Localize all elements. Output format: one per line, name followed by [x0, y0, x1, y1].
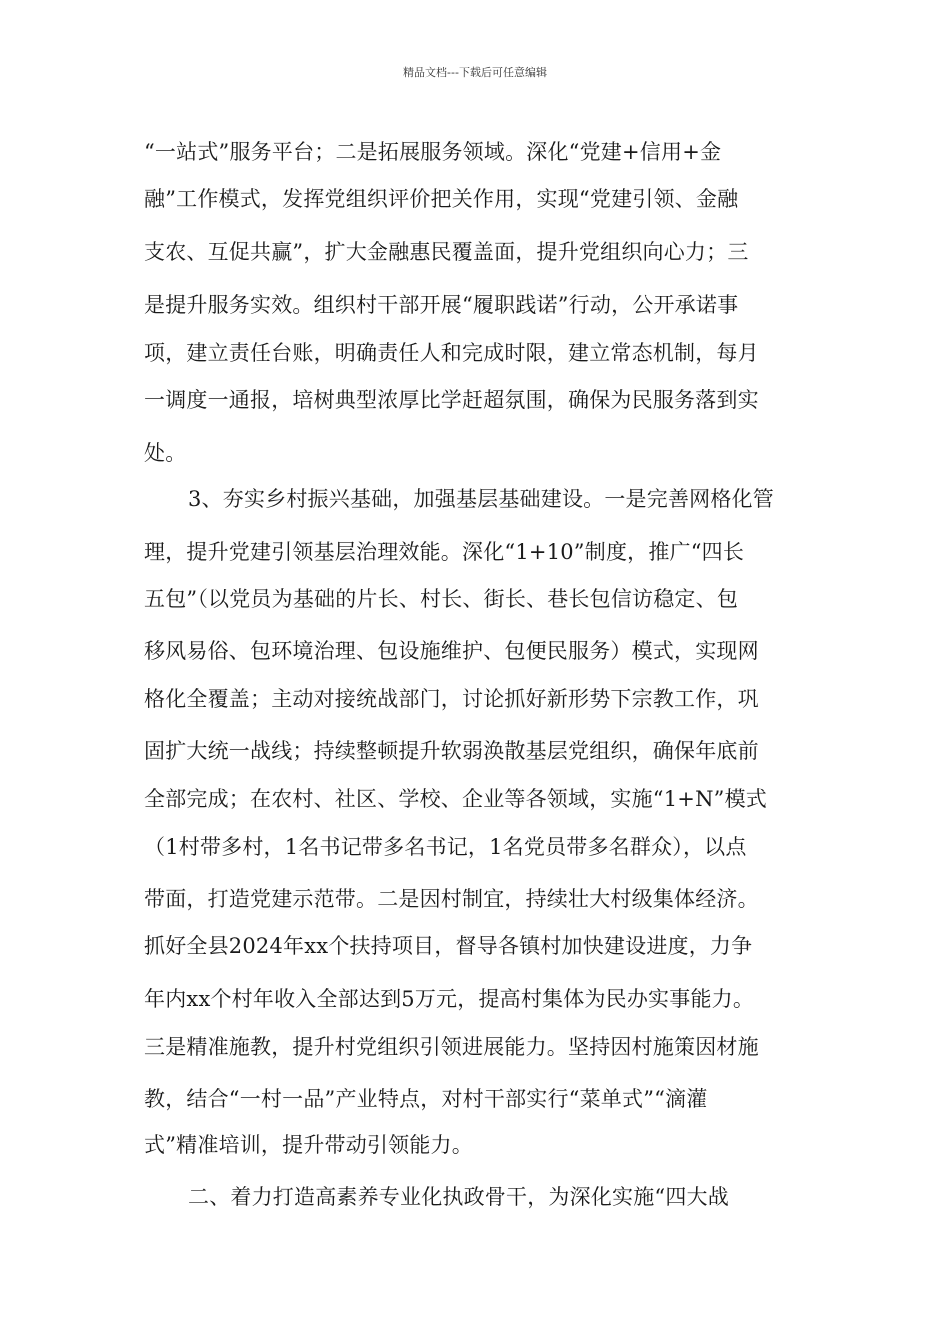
- text-line: 式”精准培训，提升带动引领能力。: [144, 1133, 473, 1157]
- text-line: 格化全覆盖；主动对接统战部门，讨论抓好新形势下宗教工作，巩: [144, 687, 759, 711]
- text-line: 项，建立责任台账，明确责任人和完成时限，建立常态机制，每月: [144, 341, 759, 365]
- text-line: “一站式”服务平台；二是拓展服务领域。深化“党建+信用+金: [144, 140, 722, 164]
- text-line: 3、夯实乡村振兴基础，加强基层基础建设。一是完善网格化管: [188, 487, 774, 511]
- text-line: 是提升服务实效。组织村干部开展“履职践诺”行动，公开承诺事: [144, 293, 739, 317]
- text-line: 带面，打造党建示范带。二是因村制宜，持续壮大村级集体经济。: [144, 887, 759, 911]
- text-line: 处。: [144, 441, 187, 465]
- text-line: 教，结合“一村一品”产业特点，对村干部实行“菜单式”“滴灌: [144, 1087, 708, 1111]
- text-line: 五包”（以党员为基础的片长、村长、街长、巷长包信访稳定、包: [144, 587, 739, 611]
- text-line: 年内xx个村年收入全部达到5万元，提高村集体为民办实事能力。: [144, 987, 755, 1011]
- text-line: 融”工作模式，发挥党组织评价把关作用，实现“党建引领、金融: [144, 187, 739, 211]
- text-line: 抓好全县2024年xx个扶持项目，督导各镇村加快建设进度，力争: [144, 934, 753, 958]
- text-line: 全部完成；在农村、社区、学校、企业等各领域，实施“1+N”模式: [144, 787, 768, 811]
- text-line: 一调度一通报，培树典型浓厚比学赶超氛围，确保为民服务落到实: [144, 388, 759, 412]
- text-line: 支农、互促共赢”，扩大金融惠民覆盖面，提升党组织向心力；三: [144, 240, 749, 264]
- text-line: 移风易俗、包环境治理、包设施维护、包便民服务）模式，实现网: [144, 639, 759, 663]
- text-line: （1村带多村，1名书记带多名书记，1名党员带多名群众），以点: [144, 835, 747, 859]
- section-heading: 二、着力打造高素养专业化执政骨干，为深化实施“四大战: [188, 1185, 729, 1209]
- text-line: 理，提升党建引领基层治理效能。深化“1+10”制度，推广“四长: [144, 540, 745, 564]
- page-header: 精品文档---下载后可任意编辑: [403, 66, 547, 79]
- text-line: 三是精准施教，提升村党组织引领进展能力。坚持因村施策因材施: [144, 1035, 759, 1059]
- text-line: 固扩大统一战线；持续整顿提升软弱涣散基层党组织，确保年底前: [144, 739, 759, 763]
